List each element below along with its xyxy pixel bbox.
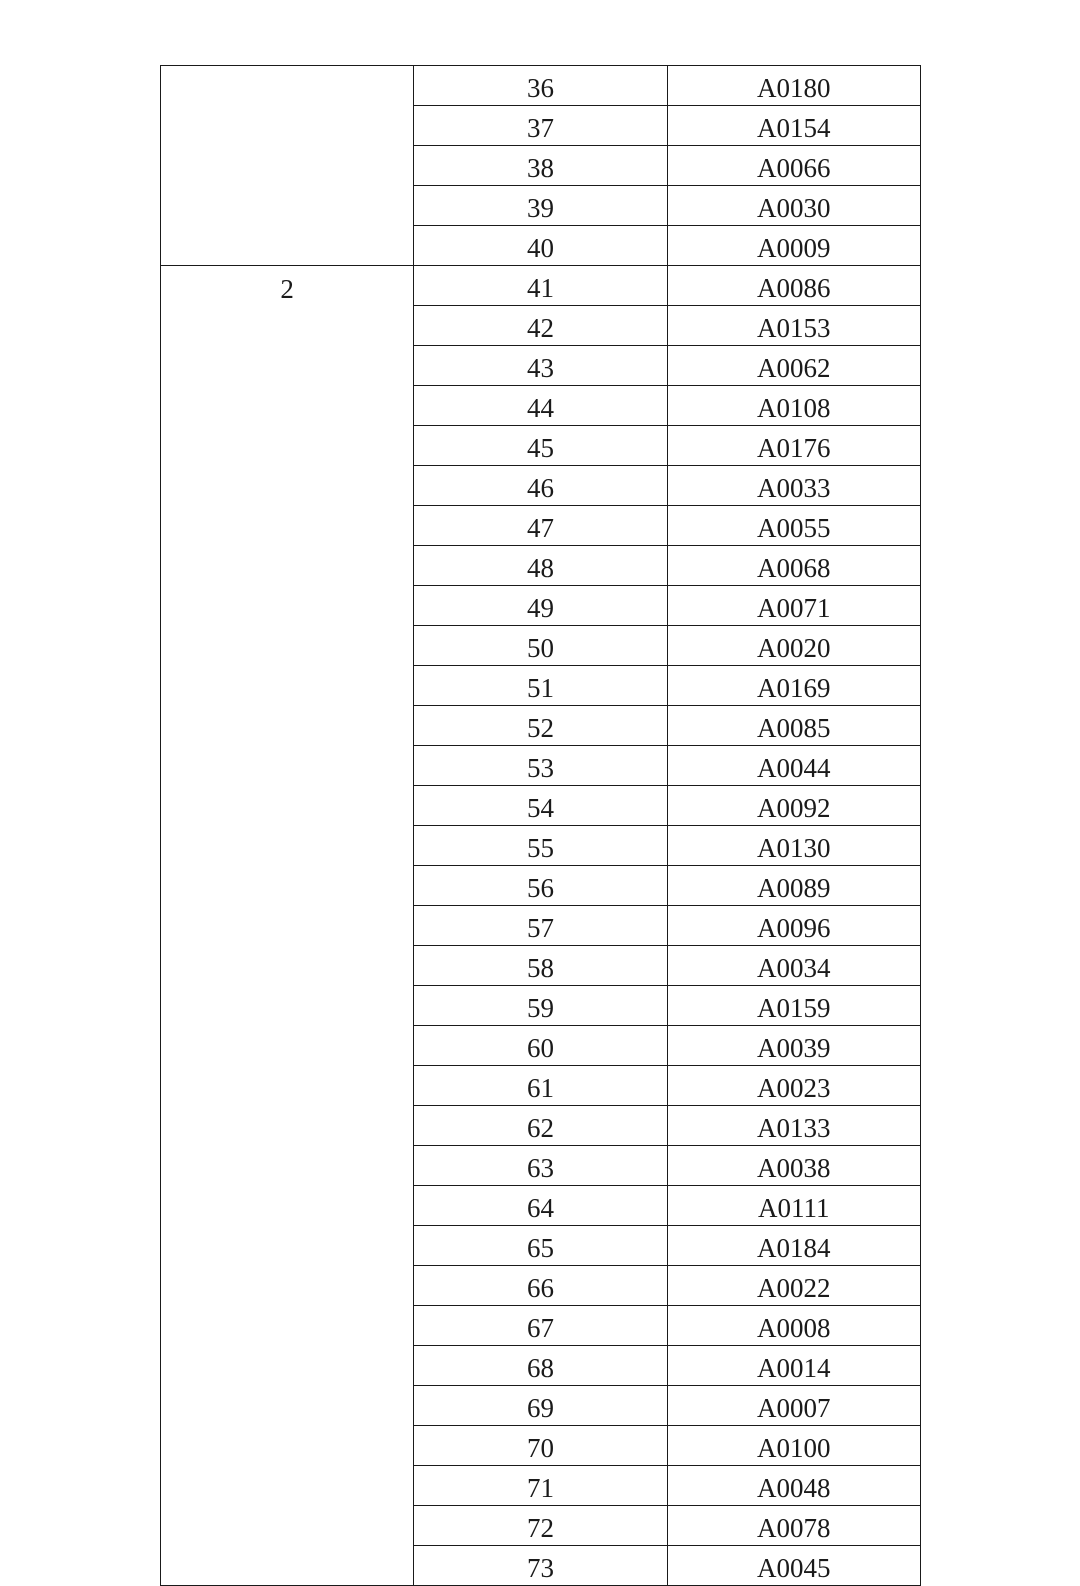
- candidate-code: A0176: [756, 433, 831, 463]
- candidate-code-cell: [667, 626, 920, 666]
- candidate-code-cell: [667, 66, 920, 106]
- candidate-code-cell: [667, 466, 920, 506]
- candidate-code-cell: [667, 1306, 920, 1346]
- sequence-number-cell: [414, 546, 667, 586]
- sequence-number: 53: [526, 753, 554, 783]
- candidate-code: A0096: [756, 913, 831, 943]
- candidate-code: A0044: [756, 753, 831, 783]
- sequence-number: 52: [526, 713, 554, 743]
- sequence-number-cell: [414, 386, 667, 426]
- candidate-code-cell: [667, 546, 920, 586]
- sequence-number: 47: [526, 513, 554, 543]
- sequence-number-cell: [414, 1546, 667, 1586]
- table-row: [161, 66, 921, 106]
- candidate-code-cell: [667, 426, 920, 466]
- candidate-code-cell: [667, 866, 920, 906]
- candidate-code-cell: [667, 386, 920, 426]
- candidate-code: A0030: [756, 193, 831, 223]
- candidate-code: A0062: [756, 353, 831, 383]
- sequence-number: 65: [526, 1233, 554, 1263]
- candidate-code-cell: [667, 226, 920, 266]
- sequence-number-cell: [414, 346, 667, 386]
- sequence-number-cell: [414, 1386, 667, 1426]
- sequence-number-cell: [414, 1226, 667, 1266]
- candidate-code-cell: [667, 1066, 920, 1106]
- sequence-number: 57: [526, 913, 554, 943]
- candidate-code: A0086: [756, 273, 831, 303]
- sequence-number-cell: [414, 1106, 667, 1146]
- sequence-number-cell: [414, 946, 667, 986]
- candidate-code-cell: [667, 1466, 920, 1506]
- sequence-number-cell: [414, 426, 667, 466]
- candidate-code: A0100: [756, 1433, 831, 1463]
- sequence-number-cell: [414, 786, 667, 826]
- sequence-number: 50: [526, 633, 554, 663]
- candidate-code: A0068: [756, 553, 831, 583]
- candidate-code: A0130: [756, 833, 831, 863]
- sequence-number: 43: [526, 353, 554, 383]
- assignment-table: [160, 65, 921, 1586]
- candidate-code: A0066: [756, 153, 831, 183]
- candidate-code: A0009: [756, 233, 831, 263]
- sequence-number-cell: [414, 186, 667, 226]
- candidate-code: A0022: [756, 1273, 831, 1303]
- candidate-code-cell: [667, 1546, 920, 1586]
- sequence-number: 36: [526, 73, 554, 103]
- assignment-table-body: [161, 66, 921, 1586]
- candidate-code-cell: [667, 306, 920, 346]
- candidate-code: A0078: [756, 1513, 831, 1543]
- candidate-code-cell: [667, 706, 920, 746]
- candidate-code-cell: [667, 986, 920, 1026]
- sequence-number-cell: [414, 826, 667, 866]
- candidate-code: A0108: [756, 393, 831, 423]
- group-label: 2: [280, 274, 294, 304]
- candidate-code: A0008: [756, 1313, 831, 1343]
- sequence-number: 54: [526, 793, 554, 823]
- sequence-number-cell: [414, 1026, 667, 1066]
- sequence-number: 39: [526, 193, 554, 223]
- candidate-code: A0048: [756, 1473, 831, 1503]
- candidate-code-cell: [667, 1026, 920, 1066]
- sequence-number-cell: [414, 226, 667, 266]
- candidate-code-cell: [667, 826, 920, 866]
- sequence-number-cell: [414, 706, 667, 746]
- candidate-code: A0033: [756, 473, 831, 503]
- candidate-code-cell: [667, 1146, 920, 1186]
- sequence-number: 38: [526, 153, 554, 183]
- sequence-number-cell: [414, 1306, 667, 1346]
- candidate-code-cell: [667, 1506, 920, 1546]
- sequence-number-cell: [414, 626, 667, 666]
- sequence-number: 58: [526, 953, 554, 983]
- sequence-number-cell: [414, 1146, 667, 1186]
- candidate-code-cell: [667, 1386, 920, 1426]
- candidate-code: A0071: [756, 593, 831, 623]
- sequence-number-cell: [414, 1346, 667, 1386]
- candidate-code-cell: [667, 906, 920, 946]
- candidate-code-cell: [667, 1266, 920, 1306]
- sequence-number-cell: [414, 466, 667, 506]
- sequence-number: 56: [526, 873, 554, 903]
- candidate-code-cell: [667, 266, 920, 306]
- sequence-number: 55: [526, 833, 554, 863]
- group-cell: [161, 66, 414, 266]
- candidate-code: A0184: [756, 1233, 831, 1263]
- candidate-code: A0038: [756, 1153, 831, 1183]
- candidate-code-cell: [667, 746, 920, 786]
- candidate-code: A0014: [756, 1353, 831, 1383]
- sequence-number-cell: [414, 266, 667, 306]
- sequence-number-cell: [414, 906, 667, 946]
- sequence-number: 46: [526, 473, 554, 503]
- sequence-number: 37: [526, 113, 554, 143]
- sequence-number: 64: [526, 1193, 554, 1223]
- candidate-code-cell: [667, 1346, 920, 1386]
- sequence-number: 67: [526, 1313, 554, 1343]
- candidate-code: A0180: [756, 73, 831, 103]
- candidate-code: A0089: [756, 873, 831, 903]
- candidate-code-cell: [667, 1426, 920, 1466]
- sequence-number: 62: [526, 1113, 554, 1143]
- candidate-code-cell: [667, 346, 920, 386]
- sequence-number-cell: [414, 1186, 667, 1226]
- candidate-code: A0020: [756, 633, 831, 663]
- candidate-code: A0153: [756, 313, 831, 343]
- candidate-code-cell: [667, 1186, 920, 1226]
- sequence-number-cell: [414, 666, 667, 706]
- sequence-number: 51: [526, 673, 554, 703]
- sequence-number: 61: [526, 1073, 554, 1103]
- sequence-number: 49: [526, 593, 554, 623]
- sequence-number-cell: [414, 1066, 667, 1106]
- candidate-code-cell: [667, 786, 920, 826]
- sequence-number: 63: [526, 1153, 554, 1183]
- candidate-code-cell: [667, 666, 920, 706]
- sequence-number-cell: [414, 746, 667, 786]
- candidate-code-cell: [667, 586, 920, 626]
- sequence-number-cell: [414, 586, 667, 626]
- candidate-code: A0159: [756, 993, 831, 1023]
- group-cell: [161, 266, 414, 1586]
- candidate-code: A0045: [756, 1553, 831, 1583]
- sequence-number-cell: [414, 1466, 667, 1506]
- candidate-code: A0133: [756, 1113, 831, 1143]
- candidate-code-cell: [667, 1226, 920, 1266]
- sequence-number: 72: [526, 1513, 554, 1543]
- sequence-number: 70: [526, 1433, 554, 1463]
- sequence-number-cell: [414, 306, 667, 346]
- candidate-code-cell: [667, 506, 920, 546]
- candidate-code-cell: [667, 946, 920, 986]
- sequence-number-cell: [414, 1266, 667, 1306]
- sequence-number: 69: [526, 1393, 554, 1423]
- candidate-code: A0154: [756, 113, 831, 143]
- candidate-code: A0169: [756, 673, 831, 703]
- sequence-number-cell: [414, 66, 667, 106]
- sequence-number-cell: [414, 1506, 667, 1546]
- sequence-number: 68: [526, 1353, 554, 1383]
- sequence-number-cell: [414, 866, 667, 906]
- sequence-number: 71: [526, 1473, 554, 1503]
- candidate-code: A0085: [756, 713, 831, 743]
- sequence-number-cell: [414, 106, 667, 146]
- candidate-code-cell: [667, 1106, 920, 1146]
- sequence-number-cell: [414, 1426, 667, 1466]
- sequence-number: 60: [526, 1033, 554, 1063]
- candidate-code: A0034: [756, 953, 831, 983]
- sequence-number: 59: [526, 993, 554, 1023]
- sequence-number-cell: [414, 146, 667, 186]
- sequence-number-cell: [414, 506, 667, 546]
- candidate-code: A0092: [756, 793, 831, 823]
- sequence-number: 41: [526, 273, 554, 303]
- candidate-code-cell: [667, 146, 920, 186]
- sequence-number: 40: [526, 233, 554, 263]
- candidate-code-cell: [667, 106, 920, 146]
- sequence-number: 48: [526, 553, 554, 583]
- sequence-number: 42: [526, 313, 554, 343]
- sequence-number-cell: [414, 986, 667, 1026]
- table-row: [161, 266, 921, 306]
- candidate-code: A0111: [757, 1193, 830, 1223]
- sequence-number: 44: [526, 393, 554, 423]
- candidate-code: A0007: [756, 1393, 831, 1423]
- candidate-code: A0023: [756, 1073, 831, 1103]
- sequence-number: 66: [526, 1273, 554, 1303]
- sequence-number: 73: [526, 1553, 554, 1583]
- candidate-code-cell: [667, 186, 920, 226]
- candidate-code: A0039: [756, 1033, 831, 1063]
- candidate-code: A0055: [756, 513, 831, 543]
- sequence-number: 45: [526, 433, 554, 463]
